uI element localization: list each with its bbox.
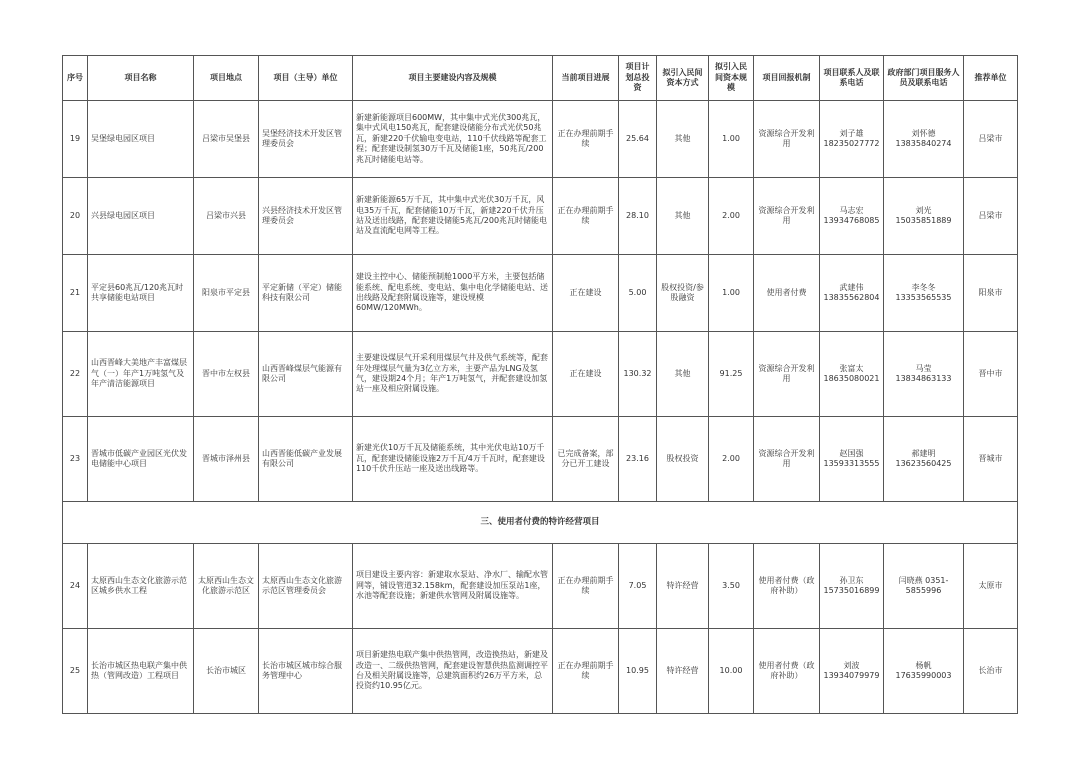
cell-owner: 兴县经济技术开发区管理委员会 — [259, 178, 353, 255]
cell-status: 正在建设 — [553, 332, 619, 417]
cell-amount: 3.50 — [709, 544, 754, 629]
cell-recommender: 晋城市 — [964, 417, 1018, 502]
cell-total: 130.32 — [619, 332, 657, 417]
cell-mode: 特许经营 — [657, 629, 709, 714]
cell-gov-contact: 郝建明 13623560425 — [884, 417, 964, 502]
cell-total: 7.05 — [619, 544, 657, 629]
cell-mode: 股权投资 — [657, 417, 709, 502]
cell-owner: 吴堡经济技术开发区管理委员会 — [259, 101, 353, 178]
header-no: 序号 — [63, 56, 88, 101]
cell-name: 平定县60兆瓦/120兆瓦时共享储能电站项目 — [88, 255, 194, 332]
cell-mode: 特许经营 — [657, 544, 709, 629]
cell-content: 主要建设煤层气开采利用煤层气井及供气系统等，配套年处理煤层气量为3亿立方米，主要产品为LNG及氢气，建设期24个月；年产1万吨氢气，并配套建设加氢站一座及相应附属设施。 — [353, 332, 553, 417]
cell-status: 正在建设 — [553, 255, 619, 332]
cell-status: 正在办理前期手续 — [553, 178, 619, 255]
table-row — [63, 178, 1018, 255]
cell-content: 建设主控中心、储能预制舱1000平方米，主要包括储能系统、配电系统、变电站、集中电化学储能电站、送出线路及配套附属设施等，建设规模60MW/120MWh。 — [353, 255, 553, 332]
cell-recommender: 吕梁市 — [964, 178, 1018, 255]
cell-owner: 山西晋峰煤层气能源有限公司 — [259, 332, 353, 417]
cell-total: 25.64 — [619, 101, 657, 178]
cell-name: 吴堡绿电园区项目 — [88, 101, 194, 178]
cell-mode: 其他 — [657, 178, 709, 255]
cell-location: 吕梁市兴县 — [194, 178, 259, 255]
header-contact: 项目联系人及联系电话 — [820, 56, 884, 101]
header-mechanism: 项目回报机制 — [754, 56, 820, 101]
cell-name: 太原西山生态文化旅游示范区城乡供水工程 — [88, 544, 194, 629]
cell-amount: 10.00 — [709, 629, 754, 714]
section-title: 三、使用者付费的特许经营项目 — [63, 502, 1018, 544]
header-amount: 拟引入民间资本规模 — [709, 56, 754, 101]
header-location: 项目地点 — [194, 56, 259, 101]
header-mode: 拟引入民间资本方式 — [657, 56, 709, 101]
cell-contact: 孙卫东 15735016899 — [820, 544, 884, 629]
cell-contact: 赵国强 13593313555 — [820, 417, 884, 502]
cell-owner: 太原西山生态文化旅游示范区管理委员会 — [259, 544, 353, 629]
project-table — [62, 55, 1018, 714]
cell-gov-contact: 马莹 13834863133 — [884, 332, 964, 417]
cell-mechanism: 使用者付费 — [754, 255, 820, 332]
cell-location: 长治市城区 — [194, 629, 259, 714]
section-header-row — [63, 502, 1018, 544]
header-owner: 项目（主导）单位 — [259, 56, 353, 101]
cell-mode: 股权投资/参股融资 — [657, 255, 709, 332]
cell-no: 21 — [63, 255, 88, 332]
cell-contact: 武建伟 13835562804 — [820, 255, 884, 332]
table-row — [63, 629, 1018, 714]
cell-no: 19 — [63, 101, 88, 178]
cell-amount: 2.00 — [709, 178, 754, 255]
header-gov-contact: 政府部门项目服务人员及联系电话 — [884, 56, 964, 101]
header-name: 项目名称 — [88, 56, 194, 101]
cell-owner: 长治市城区城市综合服务管理中心 — [259, 629, 353, 714]
cell-recommender: 太原市 — [964, 544, 1018, 629]
cell-mechanism: 资源综合开发利用 — [754, 101, 820, 178]
header-status: 当前项目进展 — [553, 56, 619, 101]
cell-content: 项目新建热电联产集中供热管网，改造换热站，新建及改造一、二级供热管网，配套建设智慧供热监测调控平台及相关附属设施等，总建筑面积约26万平方米，总投资约10.95亿元。 — [353, 629, 553, 714]
cell-amount: 2.00 — [709, 417, 754, 502]
cell-no: 20 — [63, 178, 88, 255]
cell-no: 23 — [63, 417, 88, 502]
cell-contact: 马志宏 13934768085 — [820, 178, 884, 255]
cell-total: 28.10 — [619, 178, 657, 255]
cell-name: 晋城市低碳产业园区光伏发电储能中心项目 — [88, 417, 194, 502]
cell-amount: 91.25 — [709, 332, 754, 417]
cell-total: 23.16 — [619, 417, 657, 502]
cell-name: 兴县绿电园区项目 — [88, 178, 194, 255]
cell-gov-contact: 李冬冬 13353565535 — [884, 255, 964, 332]
cell-recommender: 阳泉市 — [964, 255, 1018, 332]
header-total: 项目计划总投资 — [619, 56, 657, 101]
cell-status: 正在办理前期手续 — [553, 544, 619, 629]
header-recommender: 推荐单位 — [964, 56, 1018, 101]
cell-location: 太原西山生态文化旅游示范区 — [194, 544, 259, 629]
cell-mode: 其他 — [657, 101, 709, 178]
cell-owner: 山西晋能低碳产业发展有限公司 — [259, 417, 353, 502]
cell-gov-contact: 杨帆 17635990003 — [884, 629, 964, 714]
table-row — [63, 101, 1018, 178]
header-content: 项目主要建设内容及规模 — [353, 56, 553, 101]
cell-location: 阳泉市平定县 — [194, 255, 259, 332]
cell-no: 24 — [63, 544, 88, 629]
cell-name: 山西晋峰大美地产丰富煤层气（一）年产1万吨氢气及年产清洁能源项目 — [88, 332, 194, 417]
cell-content: 新建新能源项目600MW，其中集中式光伏300兆瓦，集中式风电150兆瓦，配套建设储能分布式光伏50兆瓦，新建220千伏输电变电站，110千伏线路等配套工程；配套建设制氢30万千瓦及储能1座，50兆瓦/200兆瓦时储能电站等。 — [353, 101, 553, 178]
cell-content: 新建新能源65万千瓦，其中集中式光伏30万千瓦，风电35万千瓦，配套储能10万千瓦，新建220千伏升压站及送出线路，配套建设储能5兆瓦/200兆瓦时储能电站及直流配电网等工程。 — [353, 178, 553, 255]
table-row — [63, 544, 1018, 629]
cell-amount: 1.00 — [709, 255, 754, 332]
cell-gov-contact: 闫晓燕 0351-5855996 — [884, 544, 964, 629]
cell-mechanism: 资源综合开发利用 — [754, 417, 820, 502]
cell-amount: 1.00 — [709, 101, 754, 178]
cell-status: 已完成备案，部分已开工建设 — [553, 417, 619, 502]
cell-contact: 刘子雄 18235027772 — [820, 101, 884, 178]
cell-status: 正在办理前期手续 — [553, 101, 619, 178]
cell-location: 晋中市左权县 — [194, 332, 259, 417]
cell-location: 吕梁市吴堡县 — [194, 101, 259, 178]
cell-recommender: 晋中市 — [964, 332, 1018, 417]
cell-content: 新建光伏10万千瓦及储能系统，其中光伏电站10万千瓦，配套建设储能设施2万千瓦/4万千瓦时，配套建设110千伏升压站一座及送出线路等。 — [353, 417, 553, 502]
cell-recommender: 吕梁市 — [964, 101, 1018, 178]
cell-mechanism: 资源综合开发利用 — [754, 178, 820, 255]
cell-no: 25 — [63, 629, 88, 714]
header-row — [63, 56, 1018, 101]
table-row — [63, 255, 1018, 332]
cell-mechanism: 使用者付费（政府补助） — [754, 629, 820, 714]
cell-contact: 张富太 18635080021 — [820, 332, 884, 417]
cell-contact: 刘波 13934079979 — [820, 629, 884, 714]
cell-owner: 平定新储（平定）储能科技有限公司 — [259, 255, 353, 332]
table-row — [63, 332, 1018, 417]
cell-no: 22 — [63, 332, 88, 417]
cell-total: 5.00 — [619, 255, 657, 332]
cell-gov-contact: 刘光 15035851889 — [884, 178, 964, 255]
table-row — [63, 417, 1018, 502]
cell-mode: 其他 — [657, 332, 709, 417]
cell-total: 10.95 — [619, 629, 657, 714]
cell-mechanism: 资源综合开发利用 — [754, 332, 820, 417]
cell-recommender: 长治市 — [964, 629, 1018, 714]
cell-content: 项目建设主要内容：新建取水泵站、净水厂、输配水管网等，铺设管道32.158km，配套建设加压泵站1座，水池等配套设施；新建供水管网及附属设施等。 — [353, 544, 553, 629]
cell-status: 正在办理前期手续 — [553, 629, 619, 714]
cell-location: 晋城市泽州县 — [194, 417, 259, 502]
cell-gov-contact: 刘怀德 13835840274 — [884, 101, 964, 178]
cell-name: 长治市城区热电联产集中供热（管网改造）工程项目 — [88, 629, 194, 714]
cell-mechanism: 使用者付费（政府补助） — [754, 544, 820, 629]
